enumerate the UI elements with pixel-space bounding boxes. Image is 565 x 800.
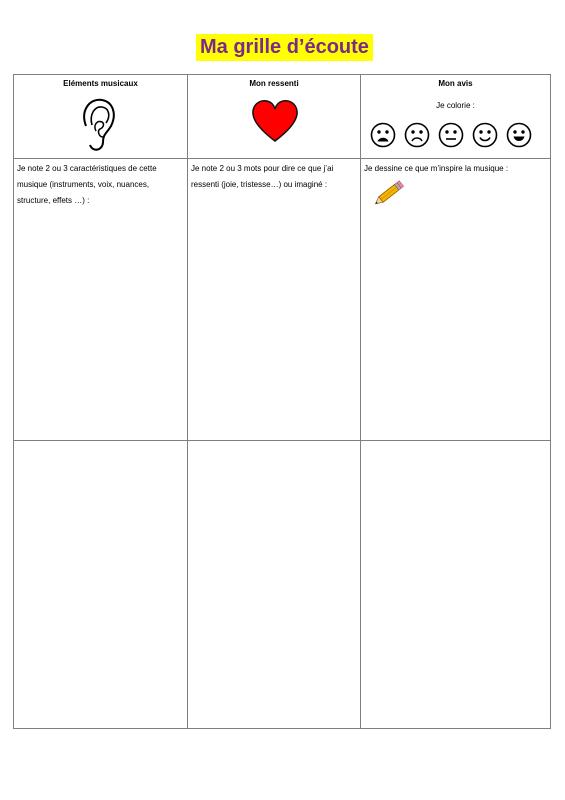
smiling-face-icon[interactable] (472, 122, 498, 148)
column-header-musical-elements: Eléments musicaux (63, 79, 138, 88)
very-sad-face-icon[interactable] (370, 122, 396, 148)
listening-grid (13, 74, 551, 729)
sad-face-icon[interactable] (404, 122, 430, 148)
ear-icon (80, 96, 116, 152)
happy-face-icon[interactable] (506, 122, 532, 148)
page-title: Ma grille d’écoute (196, 34, 373, 61)
musical-elements-prompt: Je note 2 ou 3 caractéristiques de cette musique (instruments, voix, nuances, structure, effets …) : (17, 164, 157, 205)
neutral-face-icon[interactable] (438, 122, 464, 148)
drawing-answer-area[interactable] (361, 441, 550, 728)
drawing-prompt: Je dessine ce que m’inspire la musique : (364, 164, 509, 173)
pencil-icon (370, 178, 406, 210)
color-in-label: Je colorie : (436, 101, 475, 110)
heart-icon (251, 99, 299, 143)
column-header-opinion: Mon avis (438, 79, 473, 88)
feelings-answer-area[interactable] (188, 441, 360, 728)
feelings-prompt: Je note 2 ou 3 mots pour dire ce que j’ai ressenti (joie, tristesse…) ou imaginé : (191, 164, 334, 189)
column-header-feelings: Mon ressenti (249, 79, 299, 88)
musical-elements-answer-area[interactable] (14, 441, 187, 728)
row-divider (14, 158, 550, 159)
